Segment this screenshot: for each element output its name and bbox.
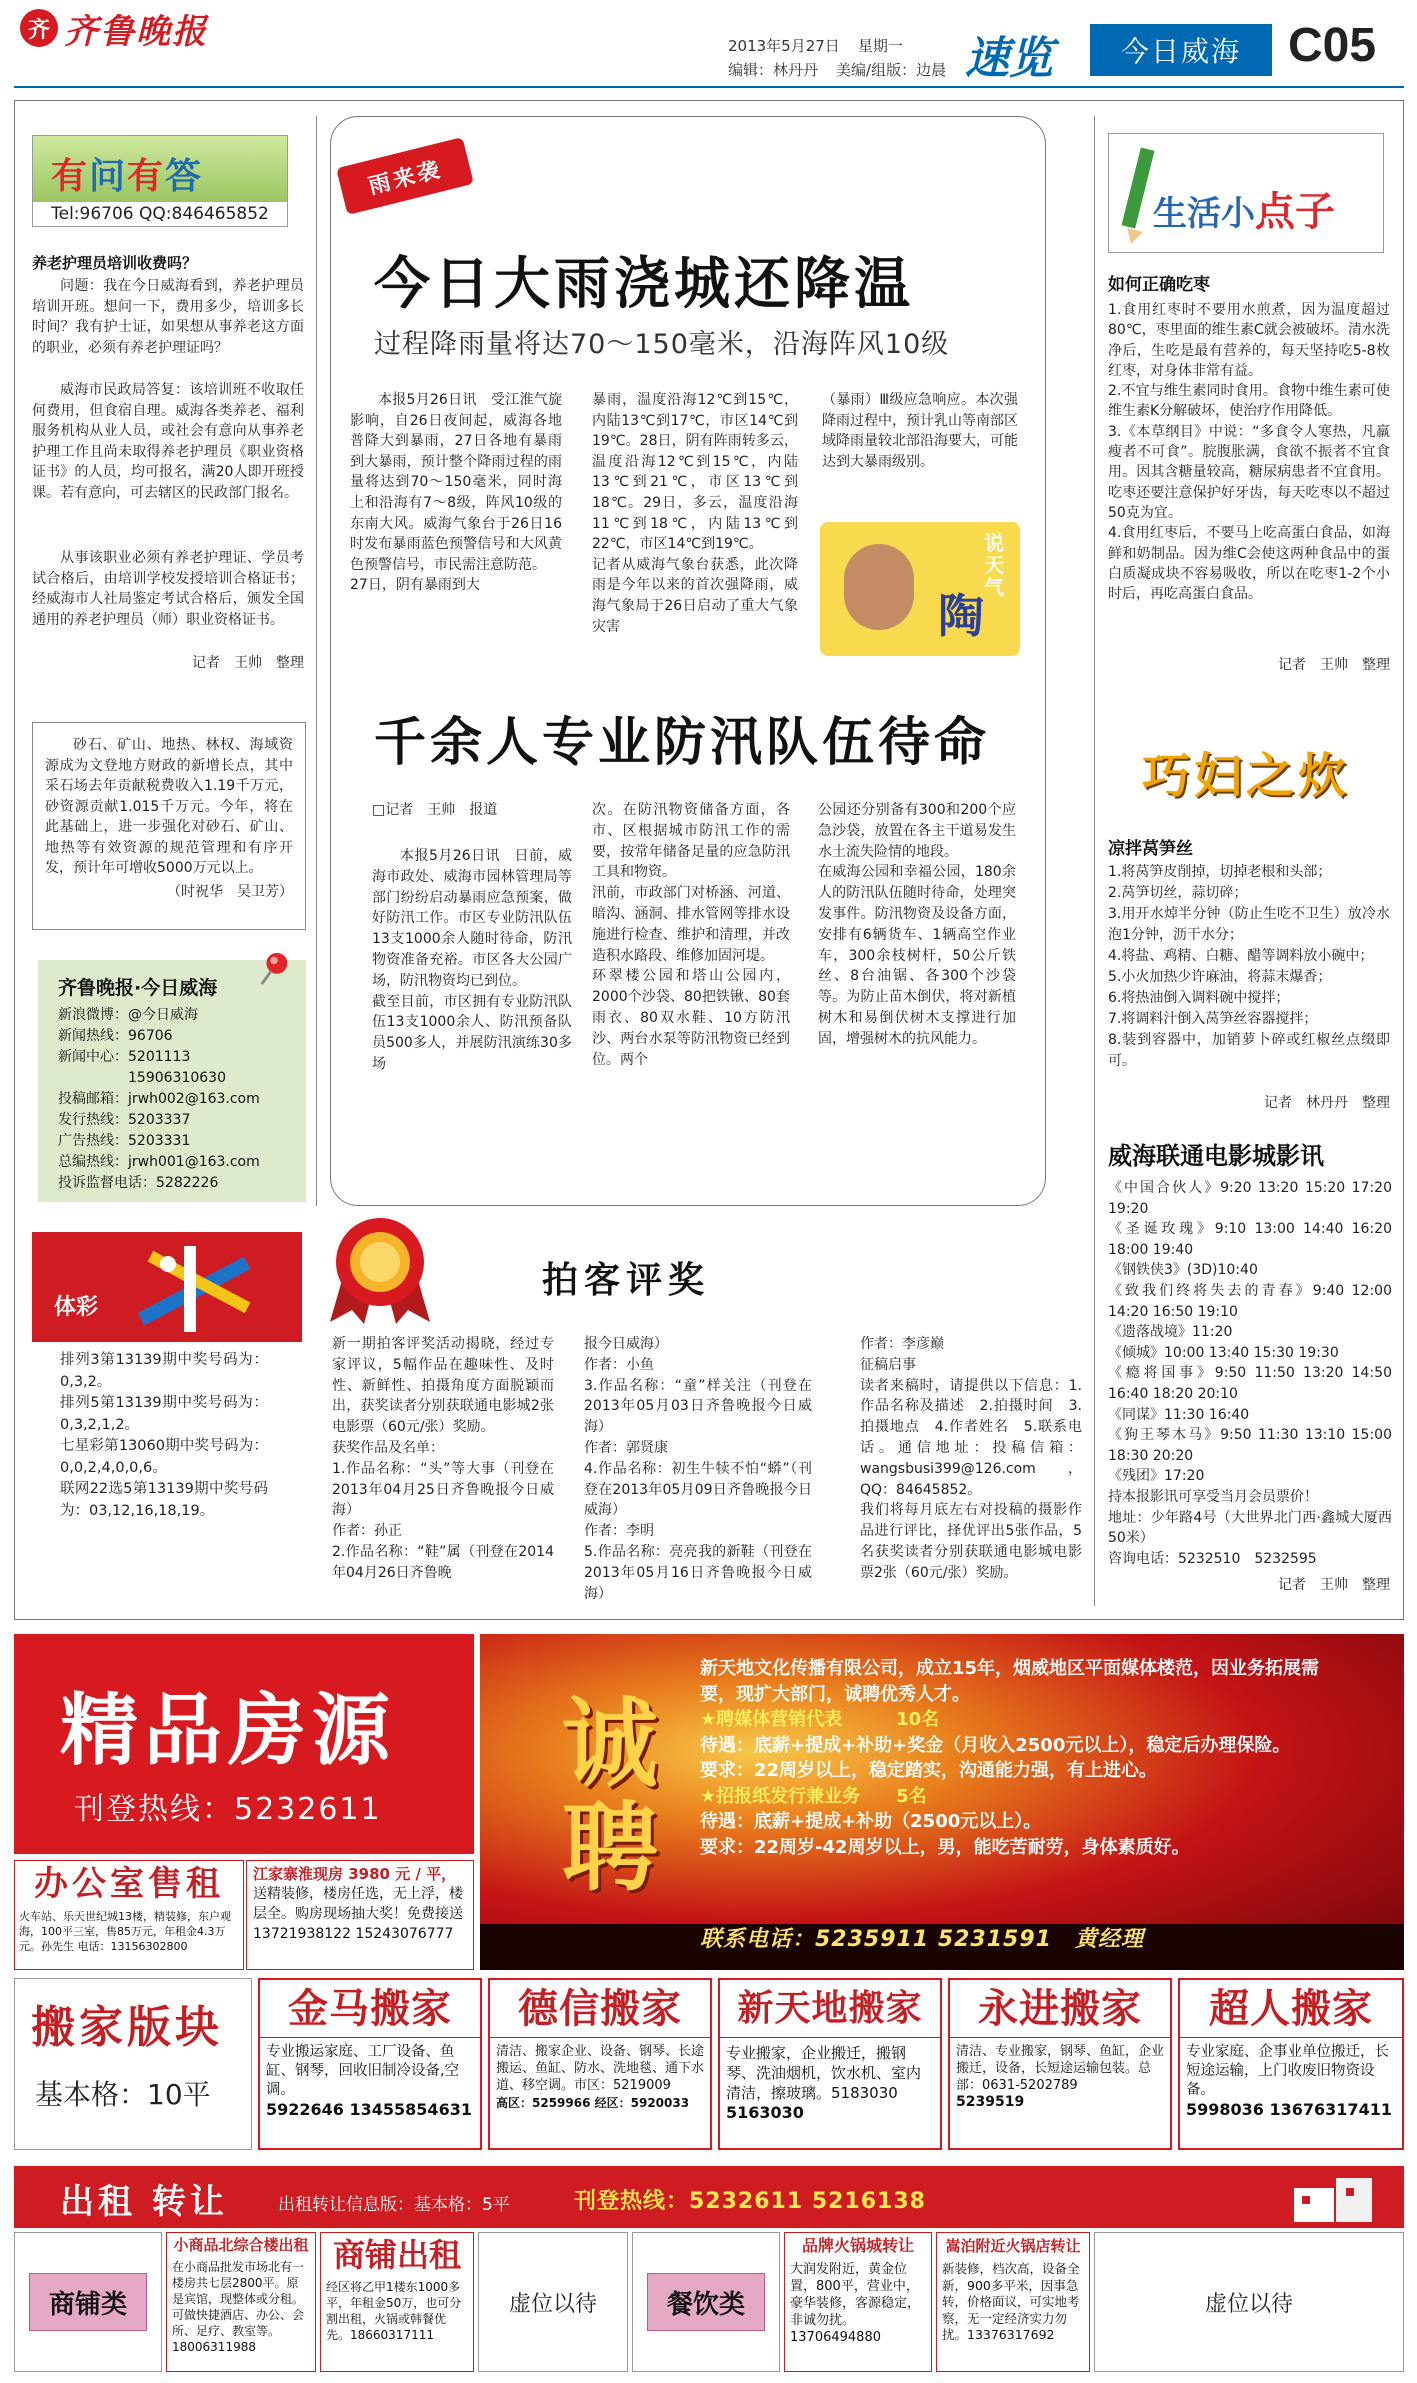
rental-listing-title: 嵩泊附近火锅店转让 [937, 2233, 1089, 2259]
moving-section-size: 基本格：10平 [35, 2078, 211, 2111]
moving-company-desc: 专业搬家，企业搬迁，搬钢琴、洗油烟机，饮水机、室内清洁，擦玻璃。5183030 [726, 2044, 922, 2102]
rental-category-label: 餐饮类 [647, 2273, 765, 2331]
story-tag: 雨来袭 [336, 137, 474, 215]
contact-line: 总编热线：jrwh001@163.com [58, 1154, 260, 1170]
rental-listing-body: 新装修，档次高，设备全新，900多平米，因事急转，价格面议，可实地考察，无一定经济实力勿扰。13376317692 [942, 2261, 1080, 2342]
contact-line: 新闻中心：5201113 [58, 1049, 191, 1065]
recipe-steps: 1.将莴笋皮削掉，切掉老根和头部； 2.莴笋切丝，蒜切碎； 3.用开水焯半分钟（防止生吃不卫生）放冷水泡1分钟，沥干水分； 4.将盐、鸡精、白糖、醋等调料放小碗中； 5.小火加热少许麻油，将蒜末爆香； 6.将热油倒入调料碗中搅拌； 7.将调料汁倒入莴笋丝容器搅拌； 8.装到容器中，加销萝卜碎或红椒丝点缀即可。 [1108, 864, 1390, 1069]
rental-listing-title: 品牌火锅城转让 [785, 2233, 931, 2259]
recipe-column-logo-text: 巧妇之炊 [1141, 748, 1350, 804]
contact-line: 投稿邮箱：jrwh002@163.com [58, 1091, 260, 1107]
issue-meta [728, 34, 946, 82]
prize-title: 拍客评奖 [542, 1260, 711, 1301]
prize-column: 新一期拍客评奖活动揭晓，经过专家评议，5幅作品在趣味性、及时性、新鲜性、拍摄角度方面脱颖而出，获奖读者分别获联通电影城2张电影票（60元/张）奖励。 获奖作品及名单： 1.作品名称：“头”等大事（刊登在2013年04月25日齐鲁晚报今日威海） 作者：孙正 2.作品名称：“鞋”属（刊登在2014年04月26日齐鲁晚 [332, 1336, 554, 1581]
moving-company-desc: 清洁、搬家企业、设备、钢琴、长途搬运、鱼缸、防水、洗地毯、通下水道、移空调。市区：5219009 [496, 2044, 705, 2093]
qa-answer-continued: 从事该职业必须有养老护理证、学员考试合格后，由培训学校发授培训合格证书；经威海市人社局鉴定考试合格后，颁发全国通用的养老护理员（师）职业资格证书。 [32, 550, 304, 628]
brief-text: 砂石、矿山、地热、林权、海域资源成为文登地方财政的新增长点，其中采石场去年贡献税费收入1.19千万元，砂资源贡献1.015千万元。今年，将在此基础上，进一步强化对砂石、矿山、地热等有效资源的规范管理和有序开发，预计年可增收5000万元以上。 [45, 737, 293, 876]
tip-byline: 记者 王帅 整理 [1278, 657, 1390, 673]
contact-line: 广告热线：5203331 [58, 1133, 191, 1149]
rental-category [632, 2232, 780, 2372]
left-column-divider [316, 116, 317, 1206]
rental-section-header [14, 2166, 1404, 2228]
property-ad-title: 精品房源 [60, 1686, 397, 1776]
contact-line: 投诉监督电话：5282226 [58, 1175, 219, 1191]
recipe-column-logo [1108, 725, 1384, 817]
designer-credit: 美编/组版：边晨 [836, 61, 947, 79]
recruitment-intro: 新天地文化传播有限公司，成立15年，烟威地区平面媒体楼范，因业务拓展需要，现扩大部门，诚聘优秀人才。 [700, 1658, 1320, 1705]
right-column-divider [1094, 116, 1095, 1606]
office-rental-ad [14, 1860, 244, 1970]
story2-column: 本报5月26日讯 日前，威海市政处、威海市园林管理局等部门纷纷启动暴雨应急预案，做好防汛工作。市区专业防汛队伍13支1000余人随时待命，防汛物资准备充裕。市区各大公园广场，防汛物资均已到位。 截至目前，市区拥有专业防汛队伍13支1000余人、防汛预备队员500多人，并展防汛演练30多场 [372, 848, 572, 1072]
contact-line: 15906310630 [58, 1070, 226, 1086]
story1-subhead: 过程降雨量将达70～150毫米，沿海阵风10级 [374, 329, 950, 360]
moving-company-desc: 清洁、专业搬家，钢琴、鱼缸，企业搬迁，设备，长短途运输包装。总部：0631-5202789 [956, 2044, 1165, 2093]
columnist-photo [844, 544, 914, 630]
story1-headline: 今日大雨浇城还降温 [374, 252, 914, 317]
story1-column: （暴雨）Ⅲ级应急响应。本次强降雨过程中，预计乳山等南部区域降雨量较北部沿海要大，可能达到大暴雨级别。 [822, 392, 1018, 470]
issue-date: 2013年5月27日 [728, 37, 840, 55]
qa-answer: 威海市民政局答复：该培训班不收取任何费用，但食宿自理。威海各类养老、福利服务机构从业人员，或社会有意向从事养老护理工作且尚未取得养老护理员《职业资格证书》的人员，均可报名，满20人即开班授课。若有意向，可去辖区的民政部门报名。 [32, 382, 304, 501]
moving-company-name: 超人搬家 [1180, 1980, 1402, 2038]
newspaper-logo [20, 8, 208, 52]
rental-category-label: 商铺类 [29, 2273, 147, 2331]
cinema-byline: 记者 王帅 整理 [1278, 1577, 1390, 1593]
property-ad-hotline: 刊登热线：5232611 [74, 1792, 382, 1827]
recruitment-phone: 联系电话：5235911 5231591 黄经理 [700, 1927, 1144, 1952]
brief-box [32, 722, 306, 930]
pushpin-icon [256, 950, 294, 988]
qa-logo-char: 有 [127, 156, 166, 197]
contact-card [38, 960, 306, 1202]
prize-column: 报今日威海） 作者：小鱼 3.作品名称：“童”样关注（刊登在2013年05月03日齐鲁晚报今日威海） 作者：郭贤康 4.作品名称：初生牛犊不怕“蟒”（刊登在2013年05月09日齐鲁晚报今日威海） 作者：李明 5.作品名称：亮亮我的新鞋（刊登在2013年05月16日齐鲁晚报今日威海） [584, 1336, 812, 1602]
story2-column: 公园还分别备有300和200个应急沙袋，放置在各主干道易发生水土流失险情的地段。 在威海公园和幸福公园，180余人的防汛队伍随时待命，处理突发事件。防汛物资及设备方面，安排有6辆货车、1辆高空作业车，300余枝树杆，50公斤铁丝、8台油锯、各300个沙袋等。为防止苗木倒伏，将对新植树木和易倒伏树木支撑进行加固，增强树木的抗风能力。 [818, 802, 1016, 1047]
property-ad [14, 1634, 474, 1854]
moving-company-phone: 高区：5259966 经区：5920033 [496, 2096, 690, 2110]
moving-company-desc: 专业家庭、企事业单位搬迁，长短途运输，上门收废旧物资设备。 [1186, 2044, 1389, 2098]
recruitment-job: ★招报纸发行兼业务 5名 [700, 1785, 927, 1807]
story1-column: 本报5月26日讯 受江淮气旋影响，自26日夜间起，威海各地普降大到暴雨，27日各地有暴雨到大暴雨，预计整个降雨过程的雨量将达到70～150毫米，同时海上和沿海有7～8级，阵风10级的东南大风。威海气象台于26日16时发布暴雨蓝色预警信号和大风黄色预警信号，市民需注意防范。 27日，阴有暴雨到大 [350, 392, 562, 594]
office-ad-body: 火车站、乐天世纪城13楼，精装修，东户观海，100平三室，售85万元，年租金4.3万元。孙先生 电话：13156302800 [19, 1910, 231, 1953]
rental-category [14, 2232, 162, 2372]
section-name: 今日威海 [1090, 24, 1272, 76]
qa-column-logo [32, 135, 288, 227]
housing-ad-title: 江家寨淮现房 3980 元 / 平， [253, 1865, 457, 1883]
vacant-ad-slot: 虚位以待 [478, 2232, 628, 2372]
cinema-schedule: 《中国合伙人》9:20 13:20 15:20 17:20 19:20 《圣诞玫瑰》9:10 13:00 14:40 16:20 18:00 19:40 《钢铁侠3》(3D)10:40 《致我们终将失去的青春》9:40 12:00 14:20 16:50 19:10 《遗落战境》11:20 《倾城》10:00 13:40 15:30 19:30 《瘾将国事》9:50 11:50 13:20 14:50 16:40 18:20 20:10 《同谋》11:30 16:40 《狗王琴木马》9:50 11:30 13:10 15:00 18:30 20:20 《残团》17:20 持本报影讯可享受当月会员票价！ 地址：少年路4号（大世界北门西·鑫城大厦西50米） 咨询电话：5232510 5232595 [1108, 1180, 1392, 1567]
story1-column: 暴雨，温度沿海12℃到15℃，内陆13℃到17℃，市区14℃到19℃。28日，阴有阵雨转多云，温度沿海12℃到15℃，内陆13℃到21℃，市区13℃到18℃。29日，多云，温度沿海11℃到18℃，内陆13℃到22℃，市区14℃到19℃。 记者从威海气象台获悉，此次降雨是今年以来的首次强降雨，威海气象局于26日启动了重大气象灾害 [592, 392, 798, 635]
moving-company-ad [258, 1978, 482, 2150]
newspaper-name: 齐鲁晚报 [64, 11, 208, 52]
rental-listing-body: 大润发附近，黄金位置，800平，营业中，豪华装修，客源稳定，非诚勿扰。13706494880 [790, 2262, 921, 2345]
rental-listing [320, 2232, 474, 2372]
moving-company-ad [948, 1978, 1172, 2150]
prize-column: 作者：李彦巅 征稿启事 读者来稿时，请提供以下信息：1.作品名称及描述 2.拍摄时间 3.拍摄地点 4.作者姓名 5.联系电话。通信地址：投稿信箱：wangsbusi399@126.com，QQ：84645852。 我们将每月底左右对投稿的摄影作品进行评比，择优评出5张作品，5名获奖读者分别获联通电影城电影票2张（60元/张）奖励。 [860, 1336, 1082, 1581]
rental-listing [936, 2232, 1090, 2372]
rental-listing-title: 商铺出租 [321, 2233, 473, 2277]
recruitment-big-char: 聘 [562, 1792, 658, 1904]
weather-column-label: 说天气 [984, 531, 1004, 599]
qa-logo-char: 答 [165, 156, 204, 197]
moving-company-name: 金马搬家 [260, 1980, 480, 2038]
recruitment-big-char: 诚 [562, 1688, 658, 1800]
rental-listing-body: 在小商品批发市场北有一楼房共七层2800平。原是宾馆，现整体或分租。可做快捷酒店、办公、会所、足疗、教室等。18006311988 [172, 2260, 305, 2354]
qa-question: 问题：我在今日威海看到，养老护理员培训开班。想问一下，费用多少，培训多长时间？我有护士证，如果想从事养老这方面的职业，必须有养老护理证吗？ [32, 278, 304, 356]
vacant-ad-slot: 虚位以待 [1094, 2232, 1404, 2372]
rental-listing [166, 2232, 316, 2372]
moving-company-ad [488, 1978, 712, 2150]
recruitment-ad [480, 1634, 1404, 1970]
tip-title: 如何正确吃枣 [1108, 275, 1210, 295]
lottery-logo [32, 1232, 302, 1342]
weather-column-badge [820, 522, 1020, 656]
story2-column: 次。在防汛物资储备方面，各市、区根据城市防汛工作的需要，按常年储备足量的应急防汛工具和物资。 汛前，市政部门对桥涵、河道、暗沟、涵洞、排水管网等排水设施进行检查、维护和清理，并改造积水路段、维修加固河堤。 环翠楼公园和塔山公园内，2000个沙袋、80把铁锹、80套雨衣、80双水鞋、10方防汛沙、两台水泵等防汛物资已经到位。两个 [592, 802, 790, 1068]
masthead [0, 0, 1417, 92]
moving-company-name: 新天地搬家 [720, 1980, 940, 2038]
qa-contact: Tel:96706 QQ:846465852 [33, 202, 287, 226]
recruitment-requirement: 要求：22周岁-42周岁以上，男，能吃苦耐劳，身体素质好。 [700, 1836, 1190, 1858]
brief-byline: （时祝华 吴卫芳） [167, 883, 293, 900]
life-tips-logo-text: 生活小 [1153, 194, 1255, 234]
contact-line: 发行热线：5203337 [58, 1112, 191, 1128]
moving-company-phone: 5163030 [726, 2103, 804, 2122]
contact-line: 新闻热线：96706 [58, 1028, 173, 1044]
housing-ad-body: 送精装修，楼房任选，无上浮，楼层全。购房现场抽大奖！免费接送 13721938122 15243076777 [253, 1886, 463, 1942]
moving-company-ad [1178, 1978, 1404, 2150]
life-tips-logo [1108, 133, 1384, 253]
office-ad-title: 办公室售租 [15, 1861, 243, 1907]
columnist-name: 陶 [938, 589, 984, 643]
moving-section-title: 搬家版块 [31, 2002, 223, 2053]
lottery-results: 排列3第13139期中奖号码为：0,3,2。 排列5第13139期中奖号码为：0,3,2,1,2。 七星彩第13060期中奖号码为：0,0,2,4,0,0,6。 联网22选5第13139期中奖号码为：03,12,16,18,19。 [60, 1352, 268, 1519]
page-number: C05 [1288, 19, 1377, 72]
moving-company-ad [718, 1978, 942, 2150]
contact-line: 新浪微博：@今日威海 [58, 1007, 198, 1023]
qa-byline: 记者 王帅 整理 [192, 655, 304, 671]
recruitment-ad-big-text [562, 1688, 658, 1904]
editor-credit: 编辑：林丹丹 [728, 61, 819, 79]
issue-weekday: 星期一 [857, 37, 903, 55]
recipe-title: 凉拌莴笋丝 [1108, 839, 1193, 859]
recruitment-ad-text [700, 1656, 1350, 1860]
house-graphic-icon [1274, 2170, 1384, 2224]
qa-logo-char: 问 [89, 156, 128, 197]
moving-company-name: 永进搬家 [950, 1980, 1170, 2038]
qa-title: 养老护理员培训收费吗？ [32, 254, 198, 272]
recruitment-requirement: 要求：22周岁以上，稳定踏实，沟通能力强，有上进心。 [700, 1760, 1158, 1781]
section-brand: 速览 [965, 33, 1053, 84]
moving-section-label [14, 1978, 252, 2150]
masthead-rule [14, 86, 1404, 88]
rental-listing [784, 2232, 932, 2372]
tip-body: 1.食用红枣时不要用水煎煮，因为温度超过80℃，枣里面的维生素C就会被破坏。清水洗净后，生吃是最有营养的，每天坚持吃5-8枚红枣，对身体非常有益。 2.不宜与维生素同时食用。食物中维生素可使维生素K分解破坏，使治疗作用降低。 3.《本草纲目》中说：“多食令人寒热，凡羸瘦者不可食”。脘腹胀满，食欲不振者不宜食用。因其含糖量较高，糖尿病患者不宜食用。吃枣还要注意保护好牙齿，每天吃枣以不超过50克为宜。 4.食用红枣后，不要马上吃高蛋白食品，如海鲜和奶制品。因为维C会使这两种食品中的蛋白质凝成块不容易吸收，所以在吃枣1-2个小时后，再吃高蛋白食品。 [1108, 302, 1390, 603]
qa-logo-char: 有 [51, 156, 90, 197]
recruitment-pay: 待遇：底薪+提成+补助+奖金（月收入2500元以上），稳定后办理保险。 [700, 1734, 1291, 1756]
logo-emblem-icon: 齐 [20, 9, 58, 47]
cinema-title: 威海联通电影城影讯 [1108, 1142, 1324, 1170]
recruitment-pay: 待遇：底薪+提成+补助（2500元以上）。 [700, 1811, 1042, 1832]
moving-company-desc: 专业搬运家庭、工厂设备、鱼缸、钢琴，回收旧制冷设备,空调。 [266, 2044, 460, 2098]
rental-listing-body: 经区将乙甲1楼东1000多平，年租金50万，也可分割出租，火锅或韩餐优先。18660317111 [326, 2280, 462, 2342]
moving-company-phone: 5998036 13676317411 [1186, 2100, 1392, 2119]
lottery-emblem-icon [124, 1240, 274, 1336]
rental-section-phone: 刊登热线：5232611 5216138 [574, 2189, 926, 2214]
lottery-logo-label: 体彩 [54, 1295, 99, 1320]
housing-ad [246, 1860, 474, 1970]
moving-company-phone: 5239519 [956, 2094, 1025, 2110]
life-tips-logo-text: 点子 [1255, 189, 1335, 235]
rental-section-title: 出租 转让 [60, 2182, 228, 2222]
rental-listing-title: 小商品北综合楼出租 [167, 2233, 315, 2257]
rental-section-info: 出租转让信息版：基本格：5平 [278, 2195, 510, 2215]
recruitment-job: ★聘媒体营销代表 10名 [700, 1709, 940, 1730]
story2-headline: 千余人专业防汛队伍待命 [374, 713, 991, 773]
story2-byline: □记者 王帅 报道 [372, 802, 498, 818]
moving-company-name: 德信搬家 [490, 1980, 710, 2038]
contact-card-title: 齐鲁晚报·今日威海 [58, 977, 218, 999]
moving-company-phone: 5922646 13455854631 [266, 2100, 472, 2119]
award-medal-icon [322, 1210, 438, 1326]
recipe-byline: 记者 林丹丹 整理 [1264, 1095, 1390, 1111]
